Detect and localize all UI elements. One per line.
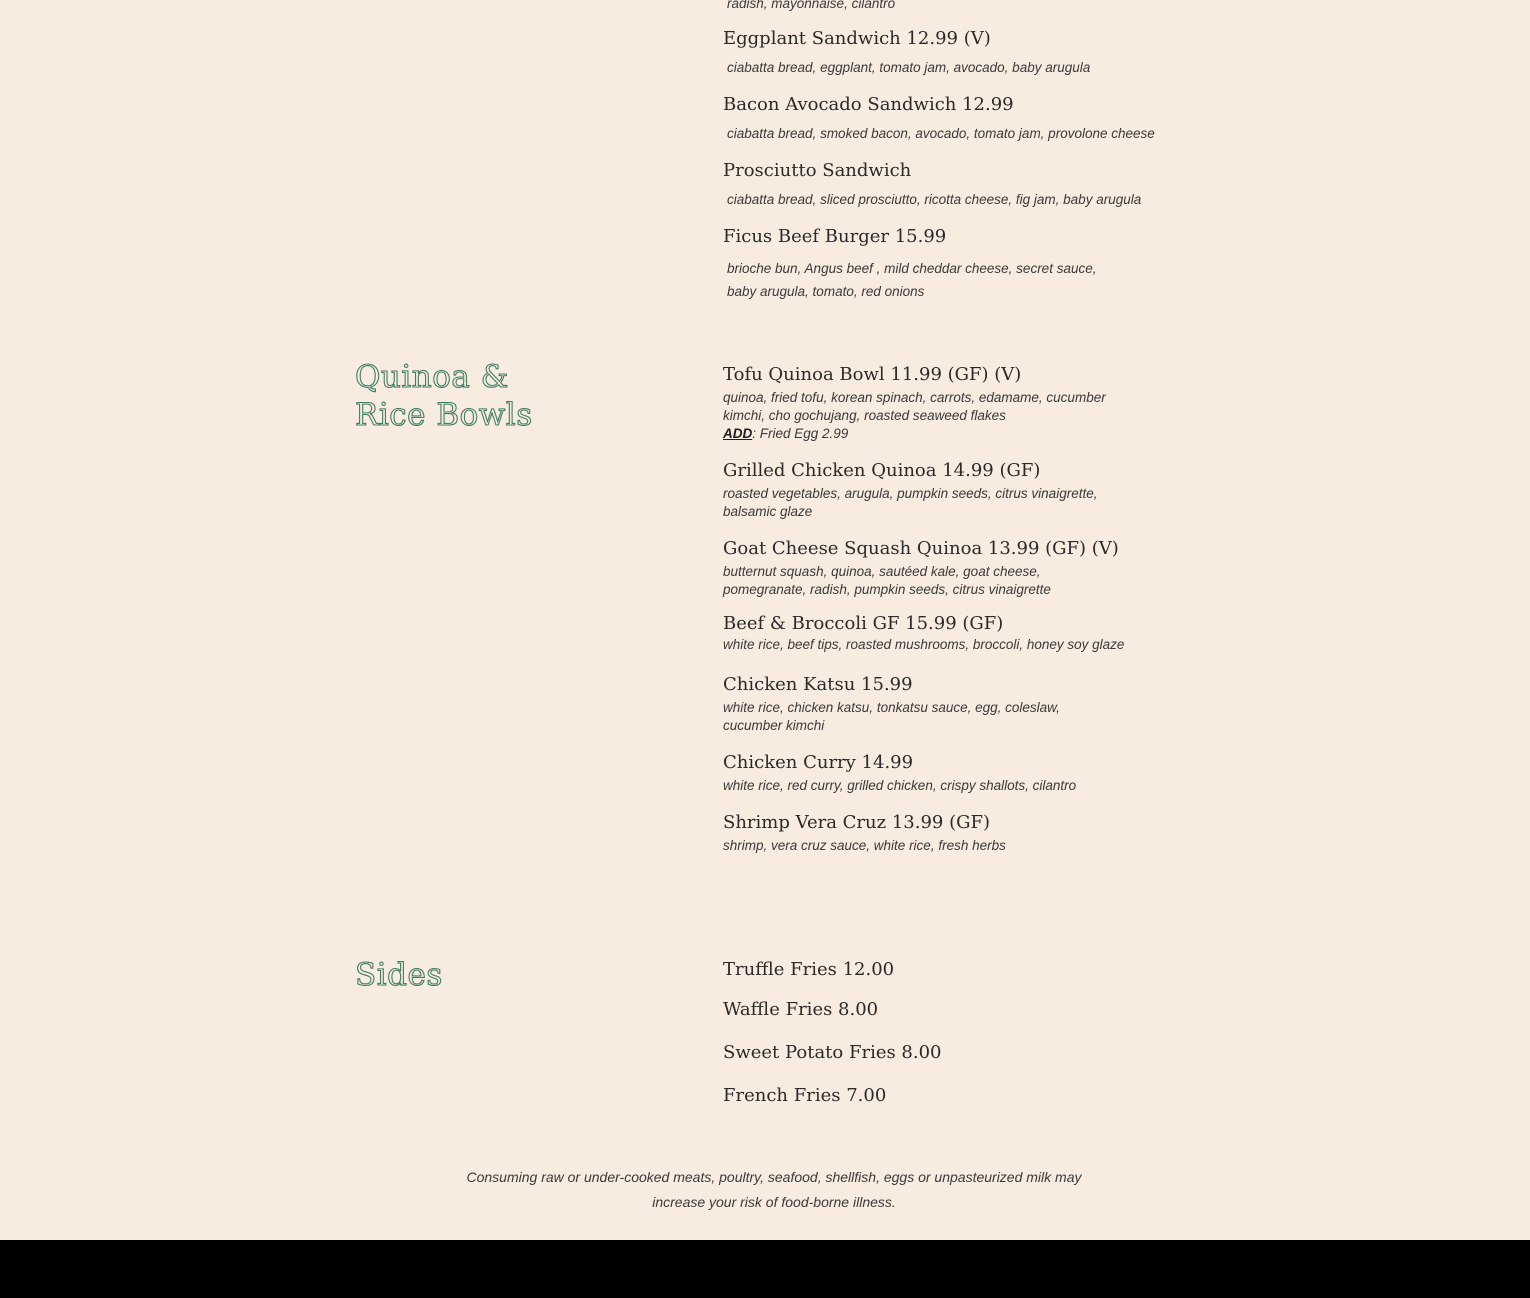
menu-item-description: quinoa, fried tofu, korean spinach, carrots, edamame, cucumber kimchi, cho gochujang, roasted seaweed flakes <box>723 390 1106 423</box>
menu-item-title: Beef & Broccoli GF 15.99 (GF) <box>723 613 1004 634</box>
food-safety-disclaimer <box>440 1165 1108 1215</box>
menu-item-title: Eggplant Sandwich 12.99 (V) <box>723 28 991 49</box>
menu-item-description: roasted vegetables, arugula, pumpkin seeds, citrus vinaigrette, balsamic glaze <box>723 486 1098 519</box>
menu-item-description: white rice, red curry, grilled chicken, crispy shallots, cilantro <box>723 778 1077 793</box>
menu-item-title: Chicken Katsu 15.99 <box>723 674 913 695</box>
menu-item-title: Ficus Beef Burger 15.99 <box>723 226 947 247</box>
section-heading-bowls <box>355 358 533 434</box>
disclaimer-line: Consuming raw or under-cooked meats, poultry, seafood, shellfish, eggs or unpasteurized milk may <box>466 1169 1082 1185</box>
menu-item-title: French Fries 7.00 <box>723 1085 887 1106</box>
section-heading-line: Quinoa & <box>355 359 509 395</box>
menu-item-description: white rice, beef tips, roasted mushrooms, broccoli, honey soy glaze <box>723 637 1125 652</box>
section-heading-line: Rice Bowls <box>355 397 533 433</box>
footer-band <box>0 1240 1530 1298</box>
add-text: : Fried Egg 2.99 <box>752 426 849 441</box>
menu-item-description: butternut squash, quinoa, sautéed kale, goat cheese, pomegranate, radish, pumpkin seeds, citrus vinaigrette <box>723 564 1051 597</box>
menu-item-description: ciabatta bread, eggplant, tomato jam, avocado, baby arugula <box>727 60 1091 75</box>
section-heading-sides: Sides <box>355 957 443 993</box>
menu-item-description: radish, mayonnaise, cilantro <box>727 0 896 11</box>
menu-item-title: Goat Cheese Squash Quinoa 13.99 (GF) (V) <box>723 538 1119 559</box>
disclaimer-line: increase your risk of food-borne illness. <box>652 1194 896 1210</box>
menu-item-title: Shrimp Vera Cruz 13.99 (GF) <box>723 812 990 833</box>
menu-item-title: Grilled Chicken Quinoa 14.99 (GF) <box>723 460 1041 481</box>
menu-item-title: Tofu Quinoa Bowl 11.99 (GF) (V) <box>723 364 1022 385</box>
menu-item-description: ciabatta bread, sliced prosciutto, ricotta cheese, fig jam, baby arugula <box>727 192 1142 207</box>
menu-item-description: brioche bun, Angus beef , mild cheddar cheese, secret sauce, baby arugula, tomato, red onions <box>727 261 1097 299</box>
menu-item-title: Truffle Fries 12.00 <box>723 959 895 980</box>
menu-item-title: Prosciutto Sandwich <box>723 160 912 181</box>
menu-item-description: white rice, chicken katsu, tonkatsu sauce, egg, coleslaw, cucumber kimchi <box>723 700 1060 733</box>
menu-item-addon <box>723 425 1153 443</box>
menu-item-title: Bacon Avocado Sandwich 12.99 <box>723 94 1014 115</box>
add-label: ADD <box>723 426 753 441</box>
menu-item-description: ciabatta bread, smoked bacon, avocado, tomato jam, provolone cheese <box>727 126 1155 141</box>
menu-item-title: Chicken Curry 14.99 <box>723 752 914 773</box>
menu-item-description: shrimp, vera cruz sauce, white rice, fresh herbs <box>723 838 1006 853</box>
menu-item-title: Sweet Potato Fries 8.00 <box>723 1042 942 1063</box>
menu-item-title: Waffle Fries 8.00 <box>723 999 879 1020</box>
